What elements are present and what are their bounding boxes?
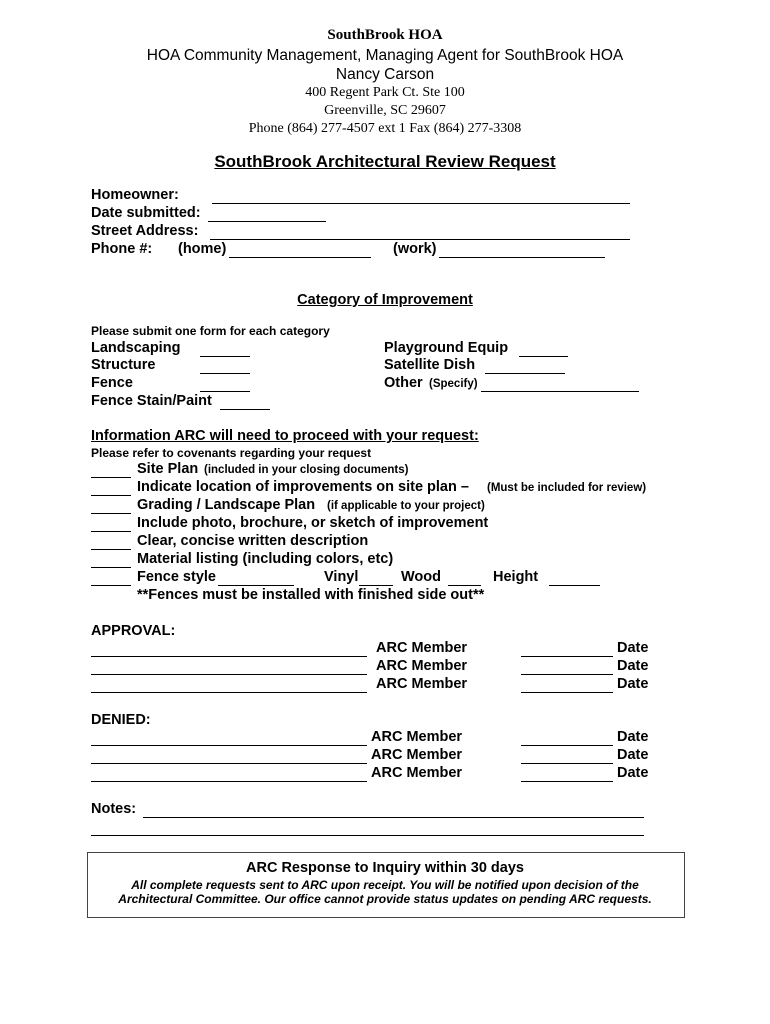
fence-style-field[interactable]: [218, 571, 294, 586]
structure-label: Structure: [91, 357, 156, 373]
fence-stain-field[interactable]: [220, 395, 270, 410]
satellite-label: Satellite Dish: [384, 357, 476, 373]
grading-plan-check[interactable]: [91, 499, 131, 514]
other-label: Other: [384, 375, 423, 391]
date-submitted-field[interactable]: [208, 207, 326, 222]
date-submitted-label: Date submitted:: [91, 205, 201, 221]
denied-member-label-1: ARC Member: [371, 729, 463, 745]
work-phone-label: (work): [393, 241, 437, 257]
wood-field[interactable]: [448, 571, 481, 586]
info-heading: Information ARC will need to proceed with your request:: [91, 428, 479, 444]
denied-heading: DENIED:: [91, 712, 151, 728]
grading-plan-note: (if applicable to your project): [327, 500, 485, 512]
fence-note: **Fences must be installed with finished side out**: [137, 587, 485, 603]
street-address-label: Street Address:: [91, 223, 199, 239]
denied-date-field-1[interactable]: [521, 731, 613, 746]
approval-date-field-2[interactable]: [521, 660, 613, 675]
home-phone-field[interactable]: [229, 243, 371, 258]
indicate-location-note: (Must be included for review): [487, 482, 647, 494]
response-title: ARC Response to Inquiry within 30 days: [246, 860, 524, 876]
phone-label: Phone #:: [91, 241, 153, 257]
home-phone-label: (home): [178, 241, 227, 257]
fence-stain-label: Fence Stain/Paint: [91, 393, 212, 409]
approval-date-label-2: Date: [617, 658, 649, 674]
photo-check[interactable]: [91, 517, 131, 532]
category-heading: Category of Improvement: [297, 292, 473, 308]
material-label: Material listing (including colors, etc): [137, 551, 394, 567]
approval-date-field-3[interactable]: [521, 678, 613, 693]
site-plan-label: Site Plan: [137, 461, 199, 477]
site-plan-note: (included in your closing documents): [204, 464, 409, 476]
response-line-2: Architectural Committee. Our office cannot provide status updates on pending ARC requests.: [118, 892, 652, 906]
denied-signature-1[interactable]: [91, 731, 367, 746]
address-line-2: Greenville, SC 29607: [324, 103, 446, 118]
denied-signature-2[interactable]: [91, 749, 367, 764]
material-check[interactable]: [91, 553, 131, 568]
vinyl-label: Vinyl: [324, 569, 359, 585]
denied-date-label-2: Date: [617, 747, 649, 763]
landscaping-label: Landscaping: [91, 340, 181, 356]
approval-date-label-1: Date: [617, 640, 649, 656]
description-check[interactable]: [91, 535, 131, 550]
other-field[interactable]: [481, 377, 639, 392]
fence-style-check[interactable]: [91, 571, 131, 586]
org-name: SouthBrook HOA: [327, 27, 443, 43]
homeowner-field[interactable]: [212, 189, 630, 204]
managing-agent: HOA Community Management, Managing Agent for SouthBrook HOA: [146, 47, 624, 64]
form-title: SouthBrook Architectural Review Request: [214, 152, 556, 171]
category-instruction: Please submit one form for each category: [91, 324, 330, 338]
approval-signature-1[interactable]: [91, 642, 367, 657]
height-field[interactable]: [549, 571, 600, 586]
denied-member-label-2: ARC Member: [371, 747, 463, 763]
denied-date-field-3[interactable]: [521, 767, 613, 782]
notes-field-line-1[interactable]: [143, 803, 644, 818]
response-line-1: All complete requests sent to ARC upon receipt. You will be notified upon decision of the: [131, 878, 639, 892]
phone-fax: Phone (864) 277-4507 ext 1 Fax (864) 277-3308: [248, 121, 522, 136]
fence-field[interactable]: [200, 377, 250, 392]
approval-signature-3[interactable]: [91, 678, 367, 693]
other-specify-label: (Specify): [429, 378, 478, 390]
info-subheading: Please refer to covenants regarding your request: [91, 446, 372, 460]
wood-label: Wood: [401, 569, 441, 585]
indicate-location-check[interactable]: [91, 481, 131, 496]
fence-label: Fence: [91, 375, 133, 391]
approval-date-label-3: Date: [617, 676, 649, 692]
work-phone-field[interactable]: [439, 243, 605, 258]
approval-member-label-1: ARC Member: [376, 640, 468, 656]
structure-field[interactable]: [200, 359, 250, 374]
playground-label: Playground Equip: [384, 340, 509, 356]
indicate-location-label: Indicate location of improvements on site plan –: [137, 479, 469, 495]
satellite-field[interactable]: [485, 359, 565, 374]
street-address-field[interactable]: [210, 225, 630, 240]
landscaping-field[interactable]: [200, 342, 250, 357]
homeowner-label: Homeowner:: [91, 187, 179, 203]
denied-date-label-1: Date: [617, 729, 649, 745]
notes-label: Notes:: [91, 801, 137, 817]
approval-member-label-2: ARC Member: [376, 658, 468, 674]
denied-member-label-3: ARC Member: [371, 765, 463, 781]
denied-date-field-2[interactable]: [521, 749, 613, 764]
approval-heading: APPROVAL:: [91, 623, 176, 639]
fence-style-label: Fence style: [137, 569, 216, 585]
approval-signature-2[interactable]: [91, 660, 367, 675]
vinyl-field[interactable]: [359, 571, 393, 586]
playground-field[interactable]: [519, 342, 568, 357]
contact-name: Nancy Carson: [335, 66, 435, 83]
notes-field-line-2[interactable]: [91, 821, 644, 836]
approval-member-label-3: ARC Member: [376, 676, 468, 692]
denied-date-label-3: Date: [617, 765, 649, 781]
denied-signature-3[interactable]: [91, 767, 367, 782]
address-line-1: 400 Regent Park Ct. Ste 100: [305, 85, 465, 100]
photo-label: Include photo, brochure, or sketch of improvement: [137, 515, 489, 531]
approval-date-field-1[interactable]: [521, 642, 613, 657]
site-plan-check[interactable]: [91, 463, 131, 478]
grading-plan-label: Grading / Landscape Plan: [137, 497, 316, 513]
description-label: Clear, concise written description: [137, 533, 369, 549]
height-label: Height: [493, 569, 539, 585]
